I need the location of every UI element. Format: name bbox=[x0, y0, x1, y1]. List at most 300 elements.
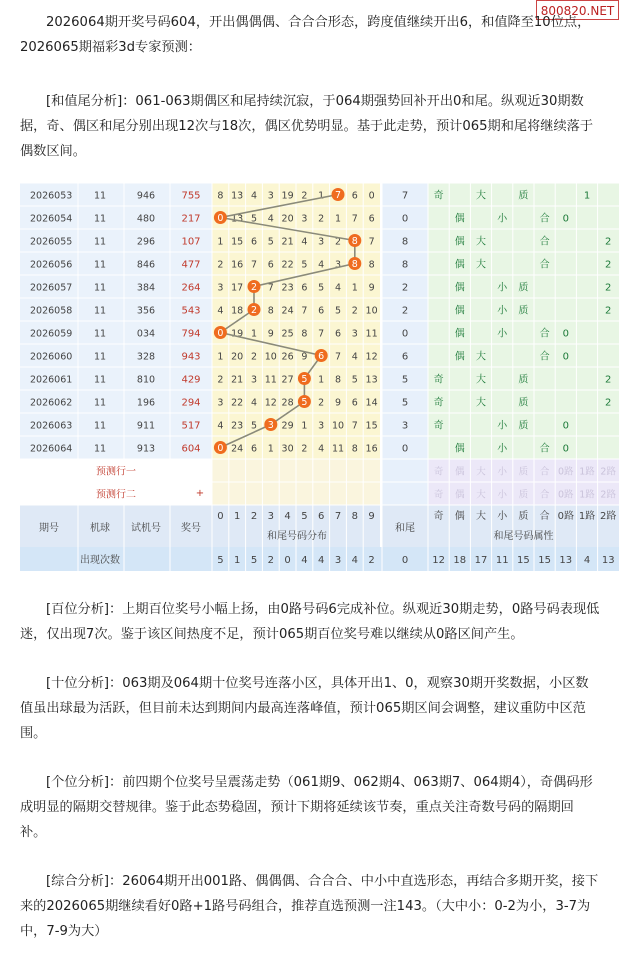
omission-cell: 19 bbox=[281, 190, 294, 202]
omission-cell: 1 bbox=[217, 351, 224, 363]
omission-cell: 11 bbox=[264, 374, 277, 386]
route-0-cell: 0 bbox=[562, 351, 569, 363]
draw-number-cell: 943 bbox=[181, 351, 201, 363]
test-number-cell: 196 bbox=[136, 397, 156, 409]
forecast-attr-ghost: 大 bbox=[476, 489, 486, 501]
dist-count: 5 bbox=[250, 555, 258, 566]
omission-cell: 11 bbox=[331, 443, 345, 455]
test-number-cell: 384 bbox=[136, 282, 156, 294]
header-attr-group: 和尾号码属性 bbox=[493, 531, 554, 542]
prime-composite-cell: 质 bbox=[518, 190, 529, 202]
header-test: 试机号 bbox=[131, 523, 161, 534]
draw-number-cell: 604 bbox=[181, 443, 201, 455]
route-1-cell: 1 bbox=[583, 190, 591, 202]
omission-cell: 1 bbox=[217, 236, 224, 248]
route-2-cell: 2 bbox=[605, 374, 612, 386]
draw-number-cell: 217 bbox=[181, 213, 201, 225]
site-watermark: 800820.NET bbox=[536, 0, 619, 20]
machine-cell: 11 bbox=[93, 259, 107, 271]
attr-count: 12 bbox=[432, 555, 445, 566]
dist-count: 4 bbox=[351, 555, 358, 566]
odd-even-cell: 偶 bbox=[454, 443, 465, 455]
hit-ball-number: 2 bbox=[250, 305, 258, 316]
tail-cell: 0 bbox=[401, 443, 409, 455]
big-small-cell: 大 bbox=[476, 236, 486, 248]
omission-cell: 24 bbox=[231, 443, 244, 455]
omission-cell: 2 bbox=[301, 443, 308, 455]
omission-cell: 1 bbox=[318, 190, 325, 202]
prime-composite-cell: 合 bbox=[539, 236, 550, 248]
test-number-cell: 356 bbox=[136, 305, 156, 317]
trend-chart-svg bbox=[20, 183, 619, 573]
omission-cell: 1 bbox=[250, 328, 258, 340]
machine-cell: 11 bbox=[93, 236, 107, 248]
header-digit: 4 bbox=[284, 511, 291, 522]
header-digit: 2 bbox=[250, 511, 258, 522]
omission-cell: 9 bbox=[301, 351, 308, 363]
tail-cell: 6 bbox=[401, 351, 409, 363]
omission-cell: 26 bbox=[281, 351, 294, 363]
prime-composite-cell: 合 bbox=[539, 328, 550, 340]
omission-cell: 13 bbox=[365, 374, 378, 386]
hit-ball-number: 7 bbox=[334, 190, 342, 201]
test-number-cell: 034 bbox=[136, 328, 156, 340]
omission-cell: 7 bbox=[250, 259, 258, 271]
omission-cell: 16 bbox=[231, 259, 244, 271]
omission-cell: 17 bbox=[231, 282, 244, 294]
forecast-attr-ghost: 合 bbox=[539, 466, 550, 478]
hit-ball-number: 3 bbox=[267, 420, 274, 431]
omission-cell: 6 bbox=[351, 397, 358, 409]
route-2-cell: 2 bbox=[605, 282, 612, 294]
omission-cell: 2 bbox=[217, 374, 224, 386]
attr-count: 13 bbox=[601, 555, 615, 566]
omission-cell: 27 bbox=[281, 374, 294, 386]
omission-cell: 22 bbox=[231, 397, 244, 409]
omission-cell: 2 bbox=[334, 236, 342, 248]
odd-even-cell: 偶 bbox=[454, 282, 465, 294]
header-digit: 7 bbox=[334, 511, 342, 522]
odd-even-cell: 奇 bbox=[433, 374, 444, 386]
omission-cell: 6 bbox=[267, 259, 274, 271]
period-cell: 2026058 bbox=[30, 305, 73, 317]
omission-cell: 4 bbox=[318, 259, 325, 271]
header-attr: 奇 bbox=[433, 511, 444, 522]
omission-cell: 18 bbox=[231, 305, 244, 317]
forecast-attr-ghost: 0路 bbox=[558, 466, 574, 478]
omission-cell: 3 bbox=[250, 374, 258, 386]
omission-cell: 6 bbox=[351, 190, 358, 202]
omission-cell: 10 bbox=[365, 305, 378, 317]
omission-cell: 8 bbox=[267, 305, 274, 317]
machine-cell: 11 bbox=[93, 374, 107, 386]
forecast-attr-ghost: 2路 bbox=[600, 466, 616, 478]
draw-number-cell: 794 bbox=[181, 328, 201, 340]
omission-cell: 4 bbox=[318, 443, 325, 455]
omission-cell: 10 bbox=[264, 351, 277, 363]
omission-cell: 12 bbox=[264, 397, 277, 409]
header-attr: 质 bbox=[518, 511, 529, 522]
period-cell: 2026055 bbox=[30, 236, 73, 248]
prime-composite-cell: 质 bbox=[518, 397, 529, 409]
odd-even-cell: 偶 bbox=[454, 259, 465, 271]
hit-ball-number: 0 bbox=[217, 328, 224, 339]
dist-count: 4 bbox=[318, 555, 325, 566]
omission-cell: 2 bbox=[351, 305, 358, 317]
period-cell: 2026054 bbox=[30, 213, 73, 225]
tail-cell: 8 bbox=[401, 259, 409, 271]
omission-cell: 8 bbox=[368, 259, 375, 271]
omission-cell: 5 bbox=[334, 305, 342, 317]
big-small-cell: 小 bbox=[497, 305, 508, 317]
omission-cell: 6 bbox=[334, 328, 342, 340]
omission-cell: 25 bbox=[281, 328, 294, 340]
omission-cell: 6 bbox=[250, 443, 258, 455]
omission-cell: 7 bbox=[318, 328, 325, 340]
omission-cell: 3 bbox=[267, 190, 274, 202]
omission-cell: 2 bbox=[318, 213, 325, 225]
omission-cell: 7 bbox=[351, 213, 358, 225]
attr-count: 11 bbox=[495, 555, 509, 566]
tail-cell: 0 bbox=[401, 213, 409, 225]
machine-cell: 11 bbox=[93, 305, 107, 317]
machine-cell: 11 bbox=[93, 397, 107, 409]
period-cell: 2026061 bbox=[30, 374, 73, 386]
prime-composite-cell: 合 bbox=[539, 443, 550, 455]
header-attr: 小 bbox=[497, 511, 508, 522]
draw-number-cell: 294 bbox=[181, 397, 201, 409]
test-number-cell: 296 bbox=[136, 236, 156, 248]
machine-cell: 11 bbox=[93, 443, 107, 455]
dist-count: 2 bbox=[368, 555, 375, 566]
forecast-attr-ghost: 1路 bbox=[579, 466, 595, 478]
attr-count: 13 bbox=[559, 555, 573, 566]
route-0-cell: 0 bbox=[562, 213, 569, 225]
omission-cell: 7 bbox=[368, 236, 375, 248]
draw-number-cell: 429 bbox=[181, 374, 201, 386]
dist-count: 3 bbox=[334, 555, 342, 566]
odd-even-cell: 偶 bbox=[454, 213, 465, 225]
omission-cell: 2 bbox=[318, 397, 325, 409]
header-tail: 和尾 bbox=[395, 523, 415, 534]
draw-number-cell: 755 bbox=[181, 190, 201, 202]
dist-count: 2 bbox=[267, 555, 274, 566]
prime-composite-cell: 合 bbox=[539, 351, 550, 363]
tail-cell: 0 bbox=[401, 328, 409, 340]
header-attr: 合 bbox=[539, 511, 550, 522]
odd-even-cell: 偶 bbox=[454, 328, 465, 340]
omission-cell: 1 bbox=[351, 282, 358, 294]
omission-cell: 23 bbox=[281, 282, 294, 294]
omission-cell: 5 bbox=[250, 420, 258, 432]
route-2-cell: 2 bbox=[605, 397, 612, 409]
omission-cell: 6 bbox=[250, 236, 258, 248]
omission-cell: 6 bbox=[318, 305, 325, 317]
attr-count: 4 bbox=[583, 555, 591, 566]
omission-cell: 21 bbox=[281, 236, 294, 248]
omission-cell: 9 bbox=[334, 397, 342, 409]
tail-cell: 8 bbox=[401, 236, 409, 248]
header-draw: 奖号 bbox=[181, 523, 201, 534]
tail-cell: 2 bbox=[401, 305, 409, 317]
omission-cell: 3 bbox=[351, 328, 358, 340]
omission-cell: 6 bbox=[368, 213, 375, 225]
draw-number-cell: 264 bbox=[181, 282, 201, 294]
omission-cell: 11 bbox=[365, 328, 378, 340]
machine-cell: 11 bbox=[93, 420, 107, 432]
header-attr: 0路 bbox=[557, 511, 574, 522]
test-number-cell: 913 bbox=[136, 443, 156, 455]
test-number-cell: 328 bbox=[136, 351, 156, 363]
machine-cell: 11 bbox=[93, 282, 107, 294]
omission-cell: 13 bbox=[231, 213, 244, 225]
omission-cell: 3 bbox=[217, 282, 224, 294]
units-analysis: [个位分析]：前四期个位奖号呈震荡走势（061期9、062期4、063期7、064期4），奇偶码形成明显的隔期交替规律。鉴于此态势稳固，预计下期将延续该节奏，重点关注奇数号码的隔期回补。 bbox=[20, 775, 593, 840]
omission-cell: 30 bbox=[281, 443, 294, 455]
draw-number-cell: 107 bbox=[181, 236, 201, 248]
prime-composite-cell: 合 bbox=[539, 259, 550, 271]
prime-composite-cell: 质 bbox=[518, 420, 529, 432]
forecast-attr-ghost: 0路 bbox=[558, 489, 574, 501]
omission-cell: 8 bbox=[351, 443, 358, 455]
omission-cell: 8 bbox=[334, 374, 342, 386]
omission-cell: 4 bbox=[217, 305, 224, 317]
header-period: 期号 bbox=[39, 523, 59, 534]
omission-cell: 16 bbox=[365, 443, 378, 455]
hit-ball-number: 8 bbox=[351, 259, 358, 270]
header-attr: 2路 bbox=[600, 511, 617, 522]
omission-cell: 1 bbox=[318, 374, 325, 386]
omission-cell: 15 bbox=[231, 236, 244, 248]
tail-cell: 2 bbox=[401, 282, 409, 294]
omission-cell: 7 bbox=[351, 420, 358, 432]
test-number-cell: 946 bbox=[136, 190, 156, 202]
draw-number-cell: 543 bbox=[181, 305, 201, 317]
dist-count: 1 bbox=[234, 555, 241, 566]
omission-cell: 29 bbox=[281, 420, 294, 432]
forecast-attr-ghost: 合 bbox=[539, 489, 550, 501]
dist-count: 0 bbox=[284, 555, 291, 566]
prime-composite-cell: 质 bbox=[518, 282, 529, 294]
omission-cell: 7 bbox=[267, 282, 274, 294]
omission-cell: 4 bbox=[250, 397, 258, 409]
test-number-cell: 810 bbox=[136, 374, 156, 386]
hit-ball-number: 6 bbox=[318, 351, 325, 362]
prime-composite-cell: 质 bbox=[518, 374, 529, 386]
route-2-cell: 2 bbox=[605, 305, 612, 317]
header-attr: 1路 bbox=[578, 511, 596, 522]
intro-paragraph: 2026064期开奖号码604，开出偶偶偶、合合合形态，跨度值继续开出6，和值降至10位点，2026065期福彩3d专家预测： bbox=[20, 15, 591, 55]
tail-cell: 3 bbox=[401, 420, 409, 432]
omission-cell: 19 bbox=[231, 328, 244, 340]
omission-cell: 12 bbox=[365, 351, 378, 363]
odd-even-cell: 奇 bbox=[433, 420, 444, 432]
omission-cell: 4 bbox=[301, 236, 308, 248]
count-label: 出现次数 bbox=[80, 555, 120, 566]
tail-cell: 5 bbox=[401, 397, 409, 409]
omission-cell: 15 bbox=[365, 420, 378, 432]
big-small-cell: 小 bbox=[497, 443, 508, 455]
machine-cell: 11 bbox=[93, 190, 107, 202]
omission-cell: 21 bbox=[231, 374, 244, 386]
attr-count: 15 bbox=[517, 555, 530, 566]
period-cell: 2026053 bbox=[30, 190, 73, 202]
hit-ball-number: 0 bbox=[217, 213, 224, 224]
draw-number-cell: 477 bbox=[181, 259, 201, 271]
omission-cell: 7 bbox=[301, 305, 308, 317]
big-small-cell: 大 bbox=[476, 351, 486, 363]
tail-cell: 7 bbox=[401, 190, 409, 202]
forecast-attr-ghost: 质 bbox=[518, 489, 529, 501]
omission-cell: 8 bbox=[301, 328, 308, 340]
odd-even-cell: 奇 bbox=[433, 397, 444, 409]
omission-cell: 14 bbox=[365, 397, 378, 409]
route-0-cell: 0 bbox=[562, 328, 569, 340]
omission-cell: 5 bbox=[250, 213, 258, 225]
route-0-cell: 0 bbox=[562, 420, 569, 432]
forecast-attr-ghost: 小 bbox=[497, 489, 507, 501]
header-dist-group: 和尾号码分布 bbox=[267, 531, 327, 542]
period-cell: 2026063 bbox=[30, 420, 73, 432]
omission-cell: 3 bbox=[334, 259, 342, 271]
omission-cell: 4 bbox=[217, 420, 224, 432]
header-digit: 6 bbox=[318, 511, 325, 522]
big-small-cell: 小 bbox=[497, 282, 508, 294]
odd-even-cell: 偶 bbox=[454, 351, 465, 363]
odd-even-cell: 偶 bbox=[454, 305, 465, 317]
test-number-cell: 911 bbox=[136, 420, 156, 432]
header-digit: 1 bbox=[234, 511, 241, 522]
omission-cell: 4 bbox=[250, 190, 258, 202]
hit-ball-number: 8 bbox=[351, 236, 358, 247]
hit-ball-number: 0 bbox=[217, 443, 224, 454]
header-digit: 5 bbox=[301, 511, 308, 522]
header-digit: 0 bbox=[217, 511, 224, 522]
forecast-attr-ghost: 质 bbox=[518, 466, 529, 478]
header-attr: 偶 bbox=[454, 511, 465, 522]
big-small-cell: 小 bbox=[497, 328, 508, 340]
big-small-cell: 大 bbox=[476, 397, 486, 409]
forecast-attr-ghost: 2路 bbox=[600, 489, 616, 501]
header-machine: 机球 bbox=[90, 523, 110, 534]
summary-analysis: [综合分析]：26064期开出001路、偶偶偶、合合合、中小中直选形态，再结合多期开奖，接下来的2026065期继续看好0路+1路号码组合，推荐直选预测一注143。（大中小：0-2为小，3-7为中，7-9为大） bbox=[20, 874, 599, 939]
omission-cell: 23 bbox=[231, 420, 244, 432]
route-2-cell: 2 bbox=[605, 259, 612, 271]
omission-cell: 3 bbox=[217, 397, 224, 409]
odd-even-cell: 奇 bbox=[433, 190, 444, 202]
hit-ball-number: 2 bbox=[250, 282, 258, 293]
tail-count: 0 bbox=[401, 555, 409, 566]
forecast-attr-ghost: 偶 bbox=[455, 466, 465, 478]
omission-cell: 1 bbox=[334, 213, 342, 225]
omission-cell: 20 bbox=[231, 351, 244, 363]
header-digit: 8 bbox=[351, 511, 358, 522]
omission-cell: 9 bbox=[368, 282, 375, 294]
test-number-cell: 846 bbox=[136, 259, 156, 271]
omission-cell: 8 bbox=[217, 190, 224, 202]
header-digit: 3 bbox=[267, 511, 274, 522]
omission-cell: 10 bbox=[331, 420, 345, 432]
omission-cell: 5 bbox=[351, 374, 358, 386]
forecast-row-label: 预测行一 bbox=[96, 466, 136, 478]
attr-count: 18 bbox=[453, 555, 467, 566]
period-cell: 2026062 bbox=[30, 397, 73, 409]
omission-cell: 9 bbox=[267, 328, 274, 340]
forecast-attr-ghost: 大 bbox=[476, 466, 486, 478]
tens-analysis: [十位分析]：063期及064期十位奖号连落小区，具体开出1、0，观察30期开奖数据，小区数值虽出球最为活跃，但目前未达到期间内最高连落峰值，预计065期区间会调整，建议重防中区范围。 bbox=[20, 676, 589, 741]
period-cell: 2026057 bbox=[30, 282, 73, 294]
period-cell: 2026059 bbox=[30, 328, 73, 340]
omission-cell: 4 bbox=[351, 351, 358, 363]
trend-chart bbox=[20, 183, 619, 573]
big-small-cell: 小 bbox=[497, 213, 508, 225]
prime-composite-cell: 质 bbox=[518, 305, 529, 317]
sum-tail-analysis: [和值尾分析]：061-063期偶区和尾持续沉寂，于064期强势回补开出0和尾。纵观近30期数据，奇、偶区和尾分别出现12次与18次，偶区优势明显。基于此走势，预计065期和尾将继续落于偶数区间。 bbox=[20, 94, 594, 159]
forecast-attr-ghost: 小 bbox=[497, 466, 507, 478]
dist-count: 5 bbox=[217, 555, 224, 566]
omission-cell: 5 bbox=[318, 282, 325, 294]
omission-cell: 13 bbox=[231, 190, 244, 202]
omission-cell: 24 bbox=[281, 305, 294, 317]
forecast-row-label: 预测行二 bbox=[96, 489, 136, 501]
header-attr: 大 bbox=[476, 511, 486, 522]
big-small-cell: 大 bbox=[476, 259, 486, 271]
omission-cell: 2 bbox=[217, 259, 224, 271]
omission-cell: 7 bbox=[334, 351, 342, 363]
forecast-attr-ghost: 奇 bbox=[433, 489, 444, 501]
omission-cell: 1 bbox=[301, 420, 308, 432]
tail-cell: 5 bbox=[401, 374, 409, 386]
forecast-attr-ghost: 奇 bbox=[433, 466, 444, 478]
hit-ball-number: 5 bbox=[301, 374, 308, 385]
omission-cell: 22 bbox=[281, 259, 294, 271]
omission-cell: 2 bbox=[250, 351, 258, 363]
omission-cell: 0 bbox=[368, 190, 375, 202]
omission-cell: 6 bbox=[301, 282, 308, 294]
omission-cell: 4 bbox=[334, 282, 342, 294]
attr-count: 17 bbox=[474, 555, 488, 566]
header-digit: 9 bbox=[368, 511, 375, 522]
test-number-cell: 480 bbox=[136, 213, 156, 225]
big-small-cell: 小 bbox=[497, 420, 508, 432]
forecast-attr-ghost: 1路 bbox=[579, 489, 595, 501]
hit-ball-number: 5 bbox=[301, 397, 308, 408]
draw-number-cell: 517 bbox=[181, 420, 201, 432]
period-cell: 2026064 bbox=[30, 443, 73, 455]
omission-cell: 3 bbox=[318, 420, 325, 432]
big-small-cell: 大 bbox=[476, 190, 486, 202]
route-2-cell: 2 bbox=[605, 236, 612, 248]
forecast-mark: + bbox=[195, 488, 205, 499]
omission-cell: 28 bbox=[281, 397, 294, 409]
omission-cell: 2 bbox=[301, 190, 308, 202]
forecast-attr-ghost: 偶 bbox=[455, 489, 465, 501]
omission-cell: 4 bbox=[267, 213, 274, 225]
odd-even-cell: 偶 bbox=[454, 236, 465, 248]
machine-cell: 11 bbox=[93, 328, 107, 340]
big-small-cell: 大 bbox=[476, 374, 486, 386]
route-0-cell: 0 bbox=[562, 443, 569, 455]
omission-cell: 3 bbox=[301, 213, 308, 225]
period-cell: 2026060 bbox=[30, 351, 73, 363]
omission-cell: 3 bbox=[318, 236, 325, 248]
omission-cell: 5 bbox=[301, 259, 308, 271]
omission-cell: 5 bbox=[267, 236, 274, 248]
attr-count: 15 bbox=[538, 555, 551, 566]
prime-composite-cell: 合 bbox=[539, 213, 550, 225]
period-cell: 2026056 bbox=[30, 259, 73, 271]
omission-cell: 1 bbox=[267, 443, 274, 455]
